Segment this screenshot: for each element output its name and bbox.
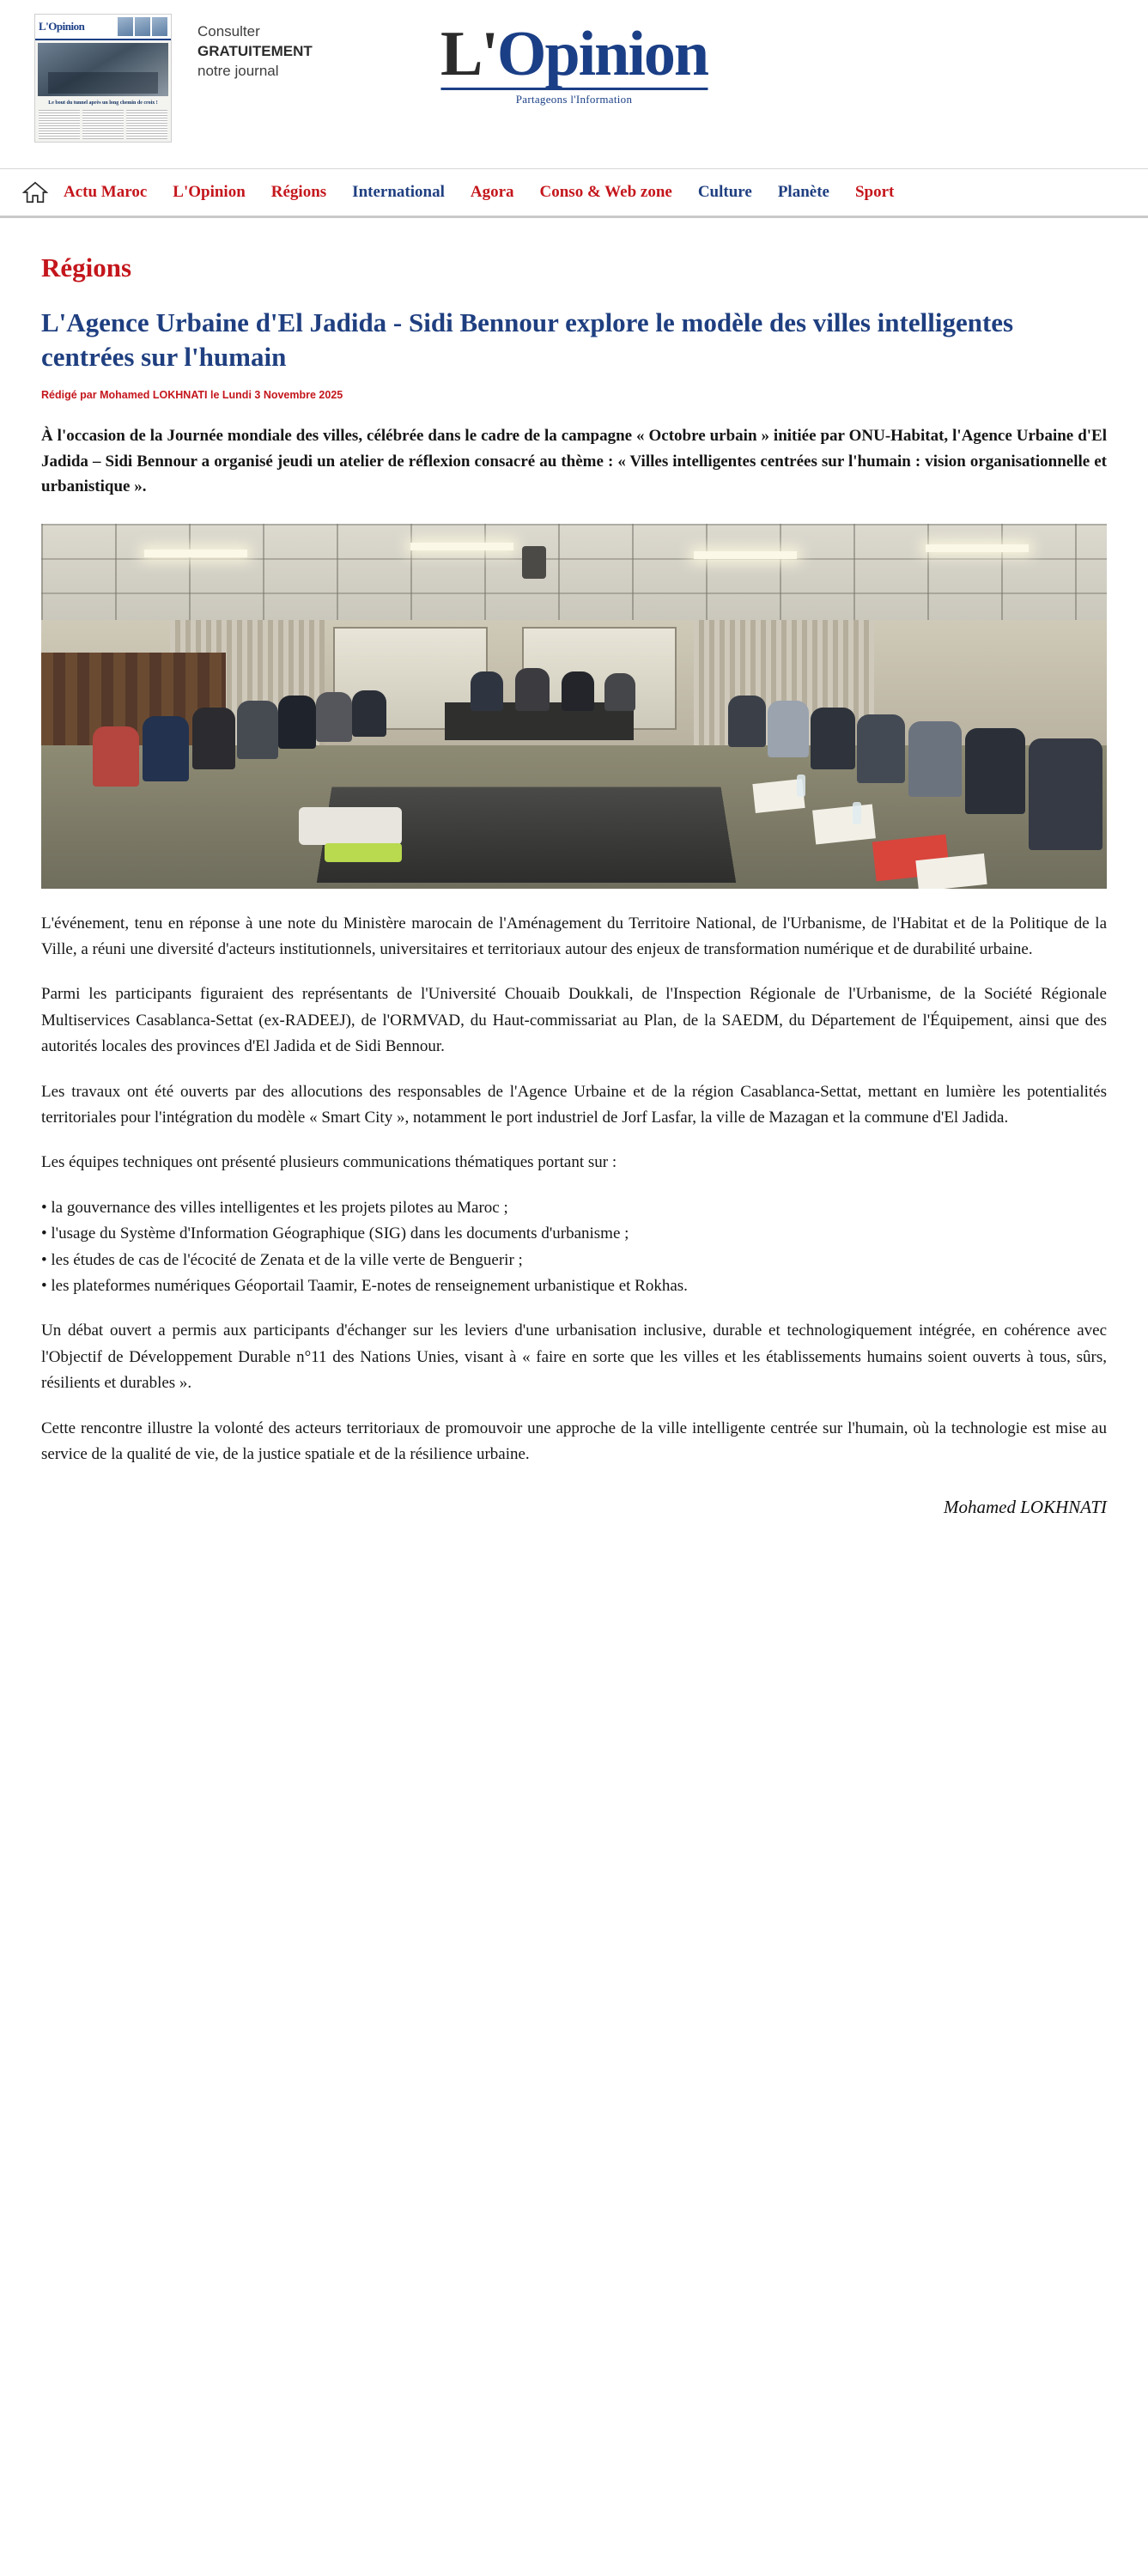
- photo-bottle: [853, 802, 861, 824]
- nav-item-sport[interactable]: Sport: [854, 183, 895, 201]
- photo-person: [515, 668, 550, 711]
- article-photo: [41, 524, 1107, 889]
- photo-ceiling: [41, 524, 1107, 625]
- article-paragraph: Parmi les participants figuraient des représentants de l'Université Chouaib Doukkali, de l'Inspection Régionale de l'Urbanisme, de la Société Régionale Multiservices Casablanca-Settat (ex-RADEEJ), de l'ORMVAD, du Haut-commissariat au Plan, de la SAEDM, du Département de l'Équipement, ainsi que des autorités locales des provinces d'El Jadida et de Sidi Bennour.: [41, 985, 1107, 1056]
- thumbnail-headline: Le bout du tunnel après un long chemin de croix !: [48, 100, 158, 106]
- article-paragraph: Cette rencontre illustre la volonté des acteurs territoriaux de promouvoir une approche de la ville intelligente centrée sur l'humain, où la technologie est mise au service de la qualité de vie, de la justice spatiale et de la résilience urbaine.: [41, 1419, 1107, 1463]
- photo-person: [316, 692, 352, 742]
- article-paragraph: Les travaux ont été ouverts par des allocutions des responsables de l'Agence Urbaine et de la région Casablanca-Settat, mettant en lumière les potentialités territoriales pour l'intégration du modèle « Smart City », notamment le port industriel de Jorf Lasfar, la ville de Mazagan et la commune d'El Jadida.: [41, 1082, 1107, 1127]
- site-logo-text: [440, 19, 708, 89]
- consult-line-2: GRATUITEMENT: [197, 42, 313, 59]
- thumbnail-logo-text: L'Opinion: [39, 20, 85, 33]
- home-icon[interactable]: [22, 179, 48, 205]
- nav-item-international[interactable]: International: [352, 183, 445, 201]
- article-paragraph: Un débat ouvert a permis aux participants d'échanger sur les leviers d'une urbanisation inclusive, durable et technologiquement intégrée, en cohérence avec l'Objectif de Développement Durable n°11 des Nations Unies, visant à « faire en sorte que les villes et les établissements humains soient ouverts à tous, sûrs, résilients et durables ».: [41, 1321, 1107, 1393]
- photo-person: [237, 701, 278, 759]
- photo-bottle: [797, 775, 805, 797]
- site-header: [0, 0, 1148, 168]
- photo-paper: [812, 804, 876, 844]
- site-logo-l: L': [440, 19, 497, 89]
- nav-item-agora[interactable]: Agora: [470, 183, 514, 201]
- article-category[interactable]: Régions: [41, 252, 132, 283]
- photo-person: [908, 721, 962, 797]
- thumbnail-masthead: [35, 15, 171, 40]
- thumbnail-strip: [118, 17, 167, 36]
- photo-person: [1029, 738, 1102, 850]
- article-bullet-list: [41, 1195, 1107, 1300]
- article-paragraph: Les équipes techniques ont présenté plusieurs communications thématiques portant sur :: [41, 1153, 617, 1172]
- article-byline: Rédigé par Mohamed LOKHNATI le Lundi 3 Novembre 2025: [41, 389, 343, 402]
- nav-item-lopinion[interactable]: L'Opinion: [173, 183, 246, 201]
- nav-items: [64, 183, 894, 202]
- photo-person: [278, 696, 316, 749]
- photo-person: [562, 671, 594, 711]
- thumbnail-columns: [35, 107, 171, 142]
- nav-item-culture[interactable]: Culture: [697, 183, 752, 201]
- nav-item-conso-web-zone[interactable]: Conso & Web zone: [539, 183, 672, 201]
- site-logo-opinion: Opinion: [496, 19, 708, 89]
- photo-person: [93, 726, 139, 787]
- thumbnail-photo: [38, 43, 168, 96]
- photo-person: [604, 673, 635, 711]
- list-item: • les études de cas de l'écocité de Zenata et de la ville verte de Benguerir ;: [41, 1250, 523, 1269]
- article-container: [0, 218, 1148, 1552]
- photo-projector-glow: [325, 843, 402, 862]
- photo-person: [857, 714, 905, 783]
- photo-person: [811, 708, 855, 769]
- consult-line-1: Consulter: [197, 23, 260, 39]
- newspaper-cover-thumbnail[interactable]: [34, 14, 172, 143]
- photo-person: [192, 708, 235, 769]
- list-item: • l'usage du Système d'Information Géographique (SIG) dans les documents d'urbanisme ;: [41, 1224, 629, 1243]
- photo-person: [471, 671, 503, 711]
- site-tagline: Partageons l'Information: [515, 93, 633, 106]
- nav-item-planete[interactable]: Planète: [777, 183, 829, 201]
- nav-item-regions[interactable]: Régions: [270, 183, 327, 201]
- photo-person: [143, 716, 189, 781]
- photo-person: [965, 728, 1025, 814]
- page-title: L'Agence Urbaine d'El Jadida - Sidi Bennour explore le modèle des villes intelligentes centrées sur l'humain: [41, 307, 1014, 372]
- photo-video-projector: [299, 807, 402, 845]
- site-logo[interactable]: [440, 19, 708, 106]
- consult-free-block[interactable]: [197, 22, 313, 82]
- photo-person: [768, 701, 809, 757]
- list-item: • les plateformes numériques Géoportail Taamir, E-notes de renseignement urbanistique et Rokhas.: [41, 1276, 688, 1295]
- main-navigation: [0, 168, 1148, 218]
- photo-person: [728, 696, 766, 747]
- consult-line-3: notre journal: [197, 62, 279, 79]
- article-body: [41, 911, 1107, 1468]
- nav-item-actu-maroc[interactable]: Actu Maroc: [64, 183, 148, 201]
- photo-person: [352, 690, 386, 737]
- list-item: • la gouvernance des villes intelligentes et les projets pilotes au Maroc ;: [41, 1198, 508, 1217]
- photo-projector: [522, 546, 546, 579]
- article-paragraph: L'événement, tenu en réponse à une note du Ministère marocain de l'Aménagement du Territoire National, de l'Urbanisme, de l'Habitat et de la Politique de la Ville, a réuni une diversité d'acteurs institutionnels, universitaires et territoriaux autour des enjeux de transformation numérique et de durabilité urbaine.: [41, 914, 1107, 959]
- article-lede: À l'occasion de la Journée mondiale des villes, célébrée dans le cadre de la campagne « Octobre urbain » initiée par ONU-Habitat, l'Agence Urbaine d'El Jadida – Sidi Bennour a organisé jeudi un atelier de réflexion consacré au thème : « Villes intelligentes centrées sur l'humain : vision organisationnelle et urbanistique ».: [41, 427, 1107, 496]
- article-signature: Mohamed LOKHNATI: [944, 1497, 1107, 1518]
